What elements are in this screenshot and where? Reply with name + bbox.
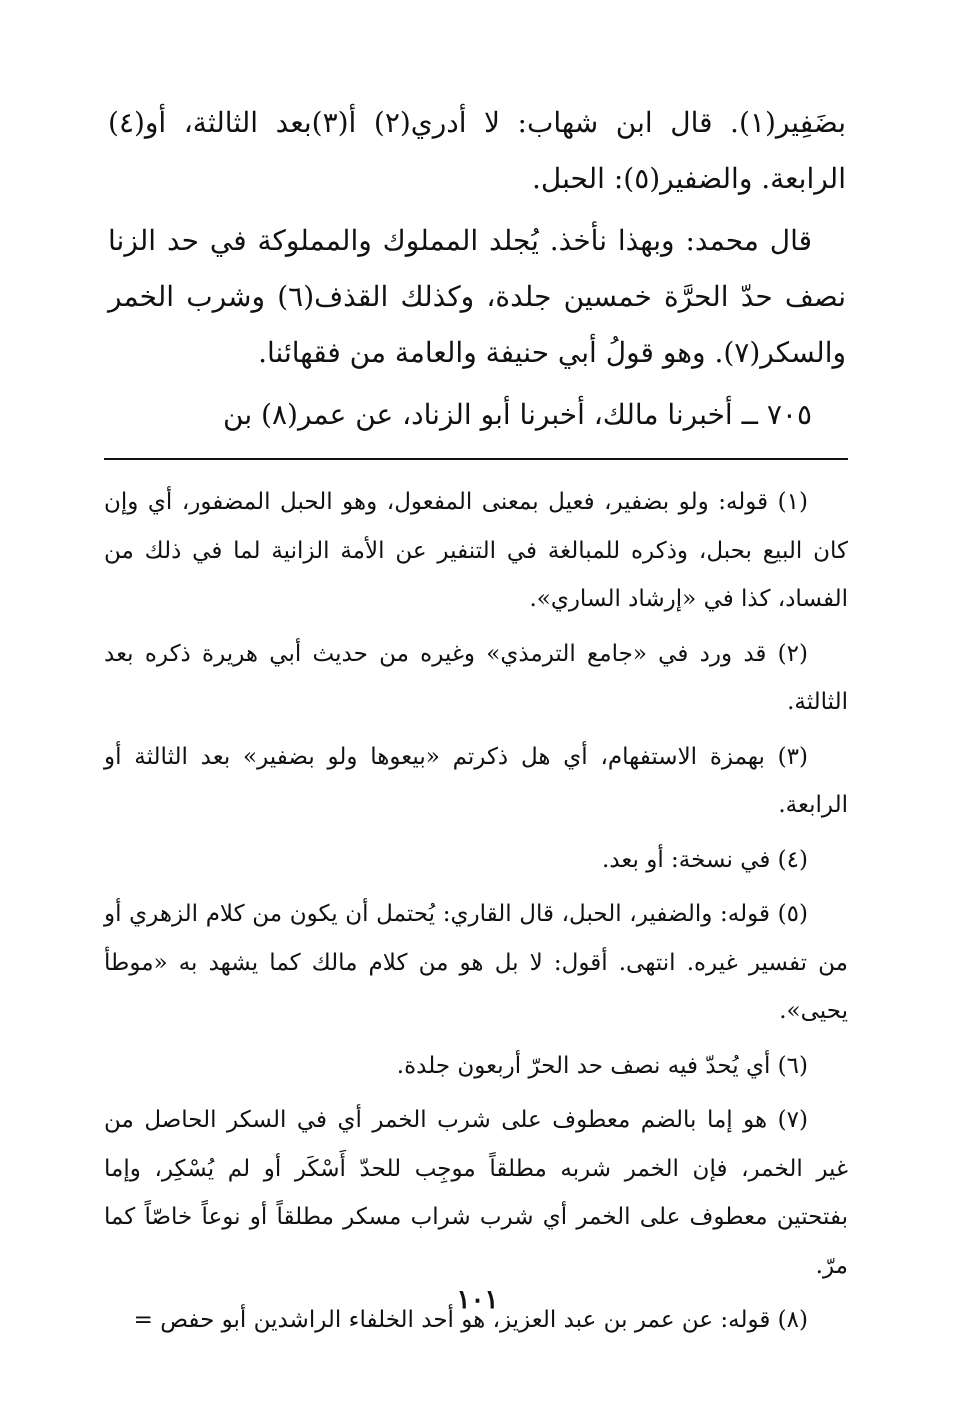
page-number: ١٠١ — [456, 1285, 499, 1315]
footnote-6: (٦) أي يُحدّ فيه نصف حد الحرّ أربعون جلدة. — [396, 1052, 808, 1079]
main-paragraph-3: ٧٠٥ ــ أخبرنا مالك، أخبرنا أبو الزناد، عن عمر(٨) بن — [223, 398, 812, 431]
footnote-1: (١) قوله: ولو بضفير، فعيل بمعنى المفعول، وهو الحبل المضفور، أي وإن كان البيع بحبل، وذكره للمبالغة في التنفير عن الأمة الزانية لما في ذلك من الفساد، كذا في «إرشاد الساري». — [104, 489, 848, 612]
footnote-7: (٧) هو إما بالضم معطوف على شرب الخمر أي في السكر الحاصل من غير الخمر، فإن الخمر شربه مطلقاً موجِب للحدّ أَسْكَر أو لم يُسْكِر، وإما بفتحتين معطوف على الخمر أي شرب شراب مسكر مطلقاً أو نوعاً خاصّاً كما مرّ. — [104, 1107, 848, 1279]
main-paragraph-2: قال محمد: وبهذا نأخذ. يُجلد المملوك والمملوكة في حد الزنا نصف حدّ الحرَّة خمسين جلدة، وكذلك القذف(٦) وشرب الخمر والسكر(٧). وهو قولُ أبي حنيفة والعامة من فقهائنا. — [108, 224, 846, 369]
footnote-5: (٥) قوله: والضفير، الحبل، قال القاري: يُحتمل أن يكون من كلام الزهري أو من تفسير غيره. انتهى. أقول: لا بل هو من كلام مالك كما يشهد به «موطأ يحيى». — [104, 901, 848, 1024]
footnote-separator — [104, 458, 848, 460]
main-text-block — [108, 95, 846, 449]
main-paragraph-1: بضَفِير(١). قال ابن شهاب: لا أدري(٢) أ(٣)بعد الثالثة، أو(٤) الرابعة. والضفير(٥): الحبل. — [108, 106, 846, 195]
footnote-4: (٤) في نسخة: أو بعد. — [602, 846, 808, 873]
footnotes-block — [104, 478, 848, 1351]
footnote-8: (٨) قوله: عن عمر بن عبد العزيز، هو أحد الخلفاء الراشدين أبو حفص = — [133, 1307, 808, 1333]
footnote-2: (٢) قد ورد في «جامع الترمذي» وغيره من حديث أبي هريرة ذكره بعد الثالثة. — [104, 640, 848, 715]
footnote-3: (٣) بهمزة الاستفهام، أي هل ذكرتم «بيعوها ولو بضفير» بعد الثالثة أو الرابعة. — [104, 743, 848, 818]
